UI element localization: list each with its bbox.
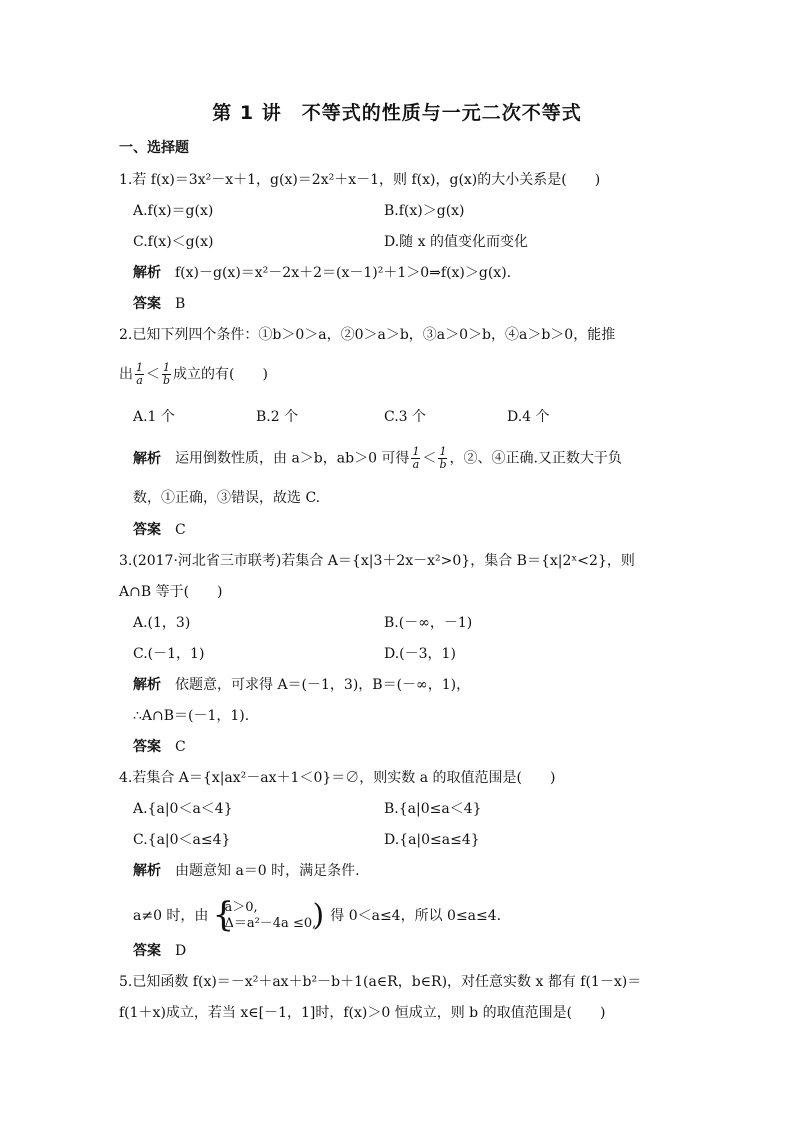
- q4-option-a: A.{a|0＜a＜4}: [133, 801, 233, 817]
- q3-option-b: B.(－∞，－1): [384, 615, 473, 631]
- q1-analysis: [133, 263, 511, 283]
- analysis-label: 解析: [133, 677, 161, 693]
- q3-answer-value: C: [175, 739, 186, 755]
- q2-stem-post: 成立的有( ): [173, 366, 268, 383]
- q3-option-c: C.(－1，1): [133, 646, 205, 662]
- less-than-sign: ＜: [146, 366, 160, 383]
- q3-analysis: [133, 675, 470, 695]
- q4-analysis: [133, 861, 360, 881]
- q2-analysis-post: ，②、④正确.又正数大于负: [449, 450, 622, 467]
- analysis-label: 解析: [133, 863, 161, 879]
- fraction-numerator: 1: [163, 361, 171, 374]
- q4-analysis-text: 由题意知 a＝0 时，满足条件.: [175, 863, 360, 879]
- fraction-1-over-b: [162, 362, 171, 387]
- fraction-denominator: a: [136, 374, 143, 387]
- answer-label: 答案: [133, 739, 161, 755]
- q2-analysis: [133, 446, 622, 471]
- system-line-1: { a＞0,: [224, 900, 258, 915]
- inequality-system: [212, 900, 316, 932]
- fraction-numerator: 1: [439, 445, 447, 458]
- q4-stem: 4.若集合 A＝{x|ax²－ax＋1＜0}＝∅，则实数 a 的取值范围是( ): [119, 770, 556, 786]
- q1-option-d: D.随 x 的值变化而变化: [384, 234, 528, 250]
- fraction-1-over-a: [135, 362, 144, 387]
- q4-condition-post: 得 0＜a≤4，所以 0≤a≤4.: [330, 908, 502, 924]
- q2-option-c: C.3 个: [384, 409, 427, 425]
- fraction-denominator: a: [412, 458, 420, 471]
- q4-option-d: D.{a|0≤a≤4}: [384, 832, 480, 848]
- section-heading: 一、选择题: [119, 140, 189, 156]
- q2-answer-value: C: [175, 522, 186, 538]
- q3-stem-line1: 3.(2017·河北省三市联考)若集合 A＝{x|3＋2x－x²>0}，集合 B＝{x|2ˣ<2}，则: [119, 553, 635, 569]
- fraction-1-over-b: [438, 446, 447, 471]
- q1-answer: [133, 294, 185, 314]
- answer-label: 答案: [133, 296, 161, 312]
- fraction-numerator: 1: [412, 445, 420, 458]
- system-line-2: Δ＝a²－4a ≤0,: [224, 916, 317, 931]
- fraction-denominator: b: [439, 458, 447, 471]
- less-than-sign: ＜: [422, 450, 437, 467]
- q2-stem-pre: 出: [119, 366, 133, 383]
- q1-answer-value: B: [175, 296, 186, 312]
- q5-stem-line2: f(1＋x)成立，若当 x∈[－1，1]时，f(x)＞0 恒成立，则 b 的取值范围是( ): [119, 1005, 606, 1021]
- q2-answer: [133, 520, 186, 540]
- q3-option-a: A.(1，3): [133, 615, 191, 631]
- fraction-1-over-a: [411, 446, 420, 471]
- q2-option-a: A.1 个: [133, 409, 175, 425]
- q1-stem: 1.若 f(x)＝3x²－x＋1，g(x)＝2x²＋x－1，则 f(x)，g(x)的大小关系是( ): [119, 172, 601, 188]
- q2-option-b: B.2 个: [256, 409, 299, 425]
- q2-stem-line2: [119, 362, 268, 387]
- analysis-label: 解析: [133, 450, 161, 467]
- answer-label: 答案: [133, 522, 161, 538]
- q4-answer: [133, 941, 186, 961]
- q2-analysis-pre: 运用倒数性质，由 a＞b，ab＞0 可得: [175, 450, 410, 467]
- q4-condition-pre: a≠0 时，由: [133, 908, 209, 924]
- q5-stem-line1: 5.已知函数 f(x)＝－x²＋ax＋b²－b＋1(a∈R，b∈R)，对任意实数 x 都有 f(1－x)＝: [119, 974, 642, 990]
- q4-option-c: C.{a|0＜a≤4}: [133, 832, 231, 848]
- fraction-denominator: b: [163, 374, 171, 387]
- page-title: 第 1 讲 不等式的性质与一元二次不等式: [212, 102, 582, 124]
- answer-label: 答案: [133, 943, 161, 959]
- q3-option-d: D.(－3，1): [384, 646, 456, 662]
- q3-answer: [133, 737, 186, 757]
- q3-analysis-line2: ∴A∩B＝(－1，1).: [133, 708, 250, 724]
- q1-option-a: A.f(x)＝g(x): [133, 203, 214, 219]
- q2-analysis-line2: 数，①正确，③错误，故选 C.: [133, 490, 321, 506]
- q2-option-d: D.4 个: [507, 409, 550, 425]
- q4-option-b: B.{a|0≤a＜4}: [384, 801, 482, 817]
- fraction-numerator: 1: [136, 361, 143, 374]
- q4-answer-value: D: [175, 943, 187, 959]
- q1-analysis-text: f(x)－g(x)＝x²－2x＋2＝(x－1)²＋1＞0⇒f(x)＞g(x).: [175, 265, 512, 281]
- q3-stem-line2: A∩B 等于( ): [119, 584, 223, 600]
- q4-condition: [133, 898, 501, 934]
- q1-option-c: C.f(x)＜g(x): [133, 234, 214, 250]
- q1-option-b: B.f(x)＞g(x): [384, 203, 465, 219]
- q2-stem-line1: 2.已知下列四个条件：①b＞0＞a，②0＞a＞b，③a＞0＞b，④a＞b＞0，能推: [119, 327, 616, 343]
- q3-analysis-text: 依题意，可求得 A＝(－1，3)，B＝(－∞，1)，: [175, 677, 471, 693]
- analysis-label: 解析: [133, 265, 161, 281]
